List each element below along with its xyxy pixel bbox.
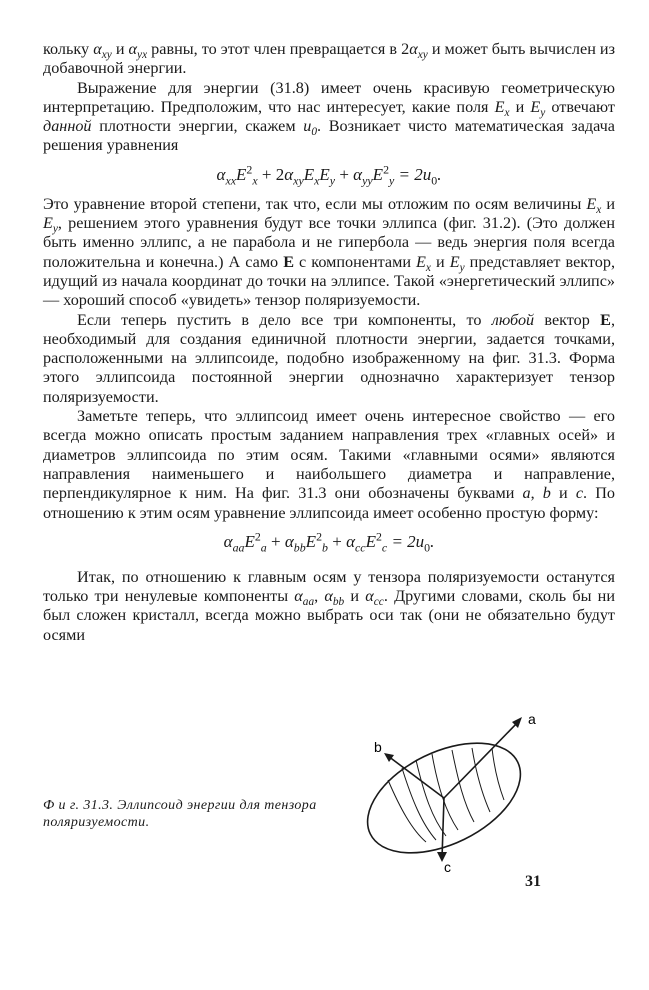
text: вектор [534,310,601,329]
symbol: E [305,531,317,551]
symbol: α [409,40,418,58]
text: Итак, по отношению к главным осям у тензора поляризуемости останутся только три ненулевые компоненты [43,567,615,606]
symbol: E [319,164,330,184]
symbol: E [365,531,376,551]
subscript: cc [355,540,366,555]
subscript: y [52,223,58,236]
ellipsoid-figure [360,708,560,873]
text: Если теперь пустить в дело все три компоненты, то [77,310,492,329]
axis-a-line [444,720,520,798]
subscript: x [596,204,602,217]
text: плотности энергии, скажем [91,117,304,136]
label-b: b [374,739,382,755]
text: и [111,40,129,58]
text: . Возникает чисто математическая задача решения уравнения [43,117,615,155]
figure-caption: Ф и г. 31.3. Эллипсоид энергии для тензора поляризуемости. [43,798,317,830]
label-a: a [528,711,536,727]
symbol: α [284,531,294,551]
operator: + [261,164,272,184]
meridian-line [472,748,490,812]
symbol: E [372,164,384,184]
symbol: α [284,164,294,184]
text: , [314,587,325,606]
equation-rhs: = 2u [398,164,432,184]
subscript: y [389,173,395,188]
symbol: α [223,531,233,551]
symbol: E [530,97,541,116]
vector-symbol: E [600,310,611,329]
subscript: aa [232,540,245,555]
subscript: xx [225,173,237,188]
superscript: 2 [316,529,323,544]
subscript: bb [293,540,306,555]
subscript: x [504,107,510,120]
subscript: y [329,173,336,188]
symbol: E [586,194,597,213]
meridian-line [416,760,446,836]
meridian-line [388,780,426,842]
text: с компонентами [294,252,417,271]
superscript: 2 [246,162,253,177]
subscript: y [459,261,465,274]
symbol: E [494,97,505,116]
paragraph-2 [43,79,615,156]
subscript: cc [373,596,384,609]
symbol: α [365,587,374,606]
subscript: x [314,173,320,188]
text: и [344,587,366,606]
text: и [550,484,576,503]
page-number: 31 [525,873,541,890]
symbol: α [346,531,355,551]
coefficient: 2 [275,164,285,184]
symbol: E [449,252,460,271]
equation-ellipse: $\alpha_{xx}E^2_x + 2\alpha_{xy}E_xE_y + \alpha_{yy}E^2_y = 2u_0$. [216,162,442,188]
text: и [430,252,450,271]
text: . По отношению к этим осям уравнение эллипсоида имеет особенно простую форму: [43,484,616,522]
subscript: 0 [431,173,438,188]
subscript: c [381,540,388,555]
subscript: 0 [424,540,431,555]
subscript: a [260,540,267,555]
paragraph-5 [43,407,615,523]
paragraph-4 [43,311,615,407]
axis-c-line [442,798,444,858]
subscript: b [322,540,328,555]
text: Заметьте теперь, что эллипсоид имеет очень интересное свойство — его всегда можно описать простым заданием направления трех «главных осей» и диаметров эллипсоида по этим осям. Такими «главными осями» являются направления наименьшего и наибольшего диаметра и направление, перпендикулярное к ним. На фиг. 31.3 они обозначены буквами [43,407,615,503]
subscript: yx [137,49,148,62]
subscript: bb [332,596,345,609]
subscript: 0 [311,126,318,139]
subscript: xy [417,49,428,62]
paragraph-3 [43,195,615,311]
emphasis: данной [43,117,92,136]
axis-letter: a [522,484,531,503]
text: кольку [43,40,94,58]
symbol: E [416,252,426,271]
superscript: 2 [375,529,382,544]
paragraph-1 [43,40,615,79]
superscript: 2 [254,529,261,544]
subscript: aa [302,596,315,609]
text: и [601,194,615,213]
symbol: E [303,164,315,184]
arrowhead-b [384,753,394,762]
symbol: α [93,40,102,58]
text: отвечают [545,97,615,116]
text: , решением этого уравнения будут все точки эллипса (фиг. 31.2). (Это должен быть именно эллипс, а не парабола и не гипербола — ведь энергия поля всегда положительна и конечна.) А само [43,214,615,271]
ellipsoid-outline [360,721,538,873]
text: и может быть вычислен из добавочной энергии. [43,40,615,78]
subscript: x [425,261,431,274]
subscript: xy [293,173,304,188]
symbol: E [244,531,255,551]
text: , необходимый для создания единичной плотности энергии, задается точками, расположенными на эллипсоиде, подобно изображенному на фиг. 31.3. Форма этого эллипсоида постоянной энергии однозначно характеризует тензор поляризуемости. [43,310,616,406]
paragraph-6 [43,568,615,645]
text: , [530,484,543,503]
symbol: E [43,214,53,233]
equation-principal-axes: $\alpha_{aa}E^2_a + \alpha_{bb}E^2_b + \alpha_{cc}E^2_c = 2u_0$. [223,529,435,555]
subscript: xy [101,49,112,62]
operator: + [332,531,342,551]
symbol: α [294,587,303,606]
symbol: α [353,164,363,184]
text: равны, то этот член превращается в 2 [147,40,410,58]
operator: + [271,531,281,551]
axis-letter: c [575,484,584,503]
vector-symbol: E [283,252,295,271]
superscript: 2 [383,162,390,177]
operator: + [339,164,349,184]
emphasis: любой [491,310,535,329]
text: . Другими словами, сколь бы ни был сложен кристалл, всегда можно выбрать оси так (они не обязательно будут осями [43,587,616,644]
text: и [509,97,531,116]
label-c: c [444,859,451,873]
symbol: α [128,40,138,58]
text: Это уравнение второй степени, так что, если мы отложим по осям величины [43,194,587,213]
axis-b-line [388,756,444,798]
symbol: E [236,164,247,184]
page-body [43,40,615,645]
equation-rhs: = 2u [391,531,425,551]
subscript: yy [362,173,373,188]
symbol: α [216,164,226,184]
text: Выражение для энергии (31.8) имеет очень красивую геометрическую интерпретацию. Предположим, что нас интересует, какие поля [43,78,615,116]
symbol: α [324,587,333,606]
symbol: u [303,117,312,136]
text: представляет вектор, идущий из начала координат до точки на эллипсе. Такой «энергетический эллипс» — хороший способ «увидеть» тензор поляризуемости. [43,252,616,310]
axis-letter: b [542,484,551,503]
subscript: y [540,107,546,120]
subscript: x [252,173,258,188]
meridian-line [492,748,504,800]
